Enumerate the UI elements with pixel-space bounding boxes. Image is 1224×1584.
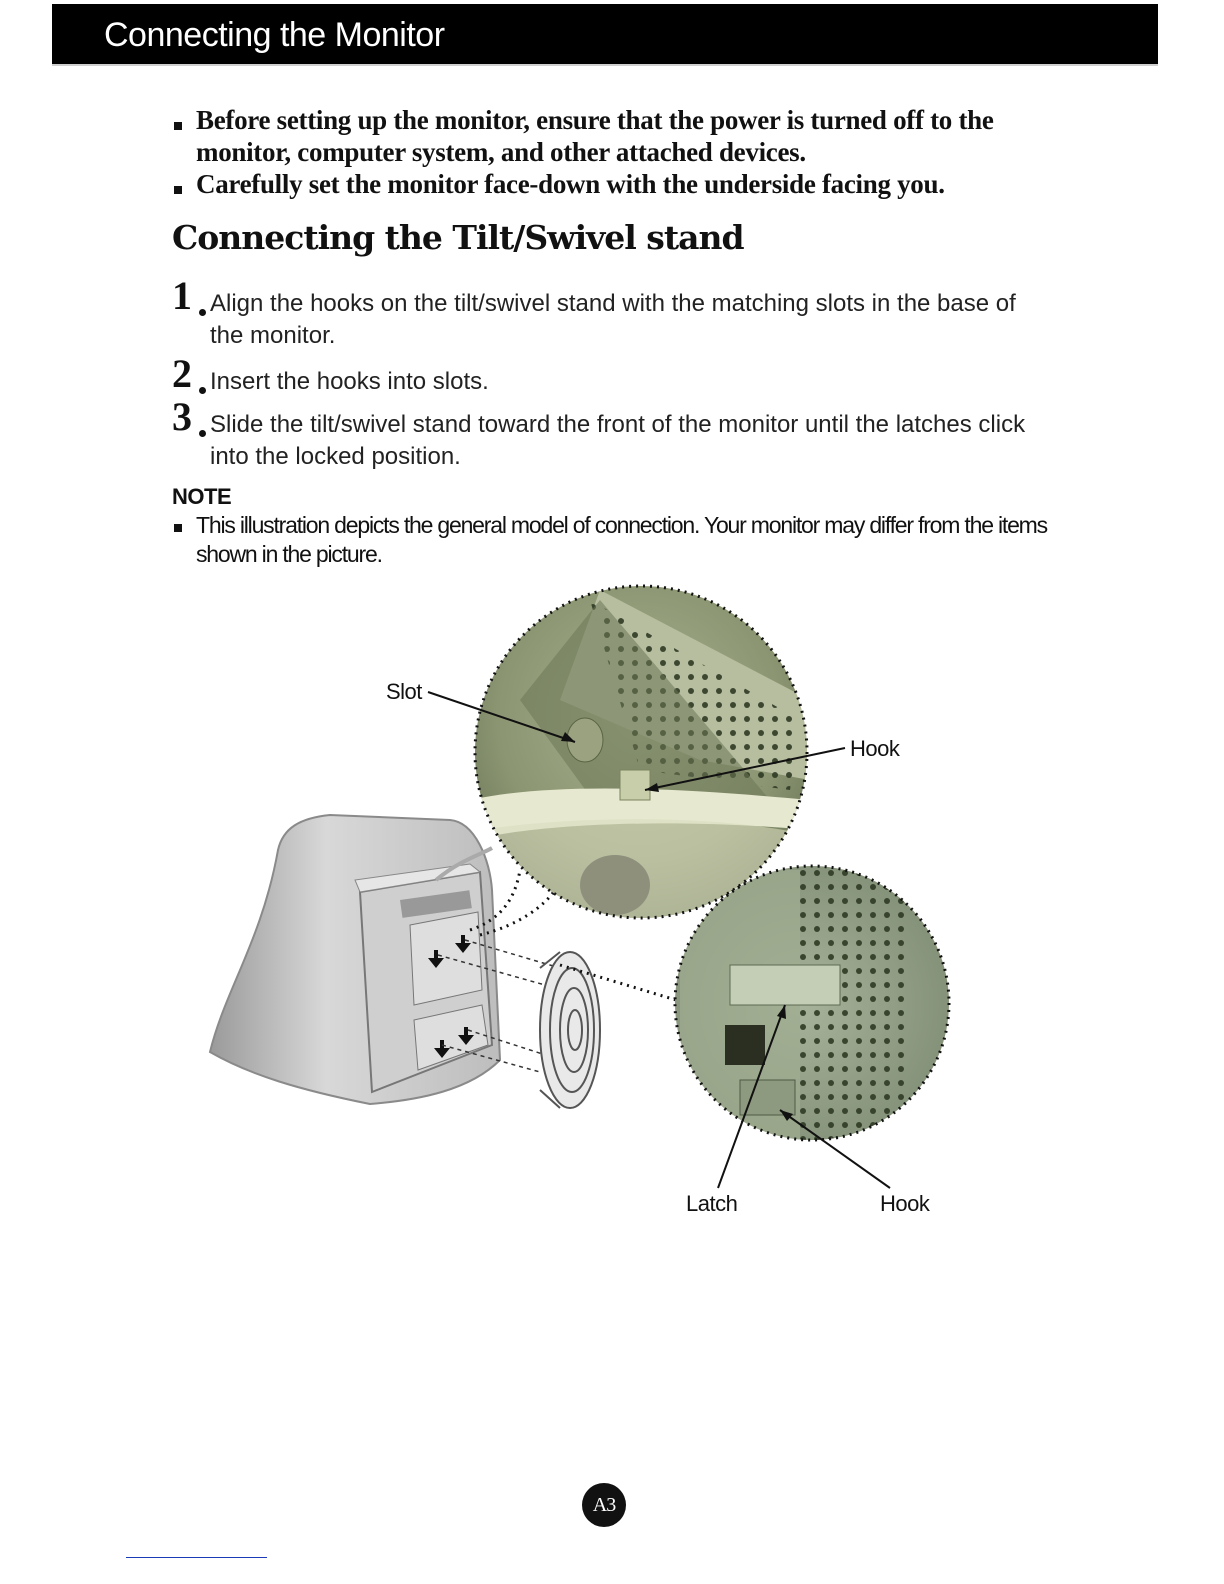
latch-zoom-view: [670, 860, 960, 1150]
hook-label-bottom: Hook: [880, 1191, 930, 1216]
footer-divider: [126, 1557, 267, 1558]
note-heading: NOTE: [172, 484, 232, 509]
slot-zoom-view: [470, 580, 810, 920]
step-text: Align the hooks on the tilt/swivel stand with the matching slots in the base of the monitor.: [210, 290, 1016, 349]
step-number: 2: [172, 351, 192, 396]
step-number: 3: [172, 394, 192, 439]
section-title: Connecting the Tilt/Swivel stand: [172, 218, 744, 257]
slot-label: Slot: [386, 679, 422, 704]
monitor-drawing: [210, 815, 560, 1104]
step-text: Slide the tilt/swivel stand toward the front of the monitor until the latches click into the locked position.: [210, 411, 1026, 470]
page-title: Connecting the Monitor: [104, 16, 445, 54]
precaution-text: Carefully set the monitor face-down with the underside facing you.: [196, 169, 945, 199]
latch-label: Latch: [686, 1191, 738, 1216]
stand-drawing: [540, 952, 600, 1108]
page-number: A3: [582, 1483, 626, 1527]
hook-label-top: Hook: [850, 736, 900, 761]
note-text: This illustration depicts the general model of connection. Your monitor may differ from the items shown in the picture.: [196, 512, 1047, 567]
step-number: 1: [172, 273, 192, 318]
step-text: Insert the hooks into slots.: [210, 368, 489, 395]
precaution-text: Before setting up the monitor, ensure that the power is turned off to the monitor, computer system, and other attached devices.: [196, 105, 994, 167]
